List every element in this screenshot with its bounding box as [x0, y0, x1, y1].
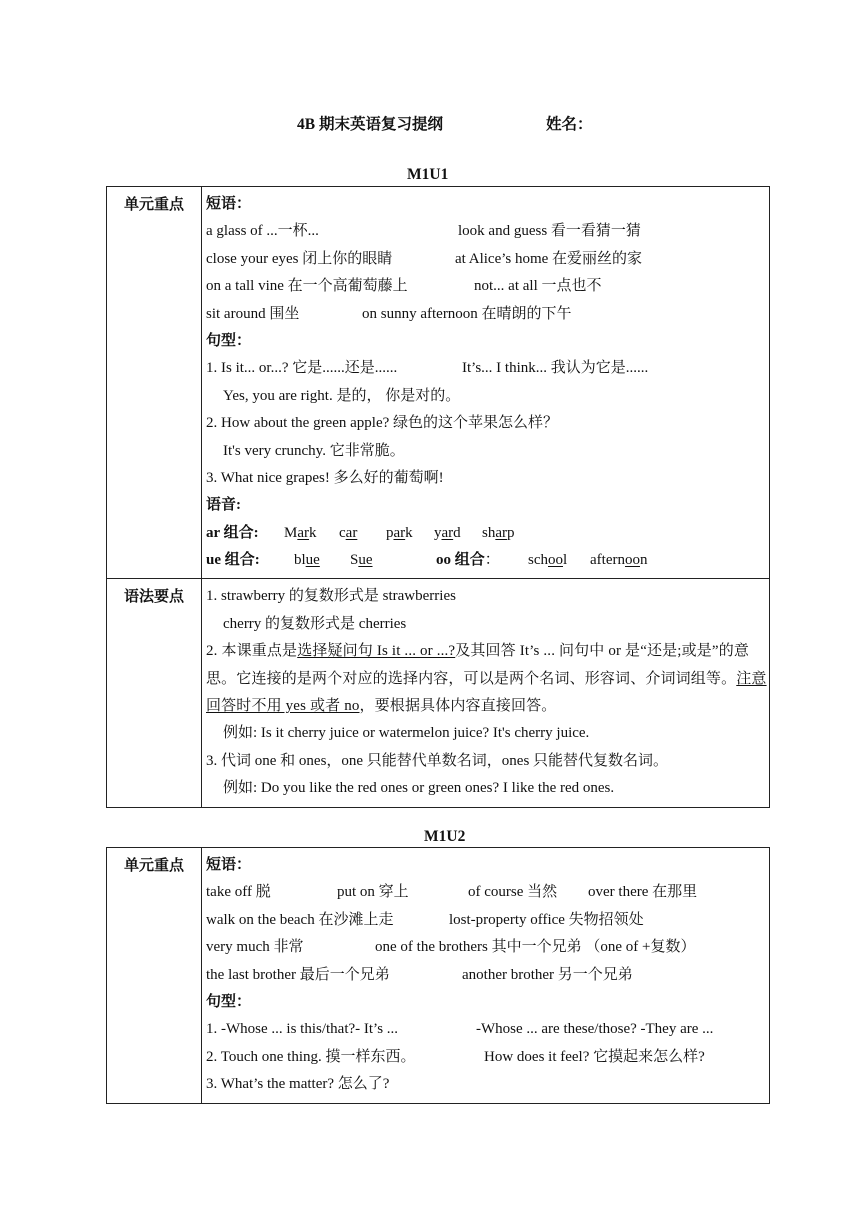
sentences-heading: 句型： [206, 993, 252, 1010]
sentence: 1. -Whose ... is this/that?- It’s ... [206, 1021, 399, 1038]
phrase: look and guess 看一看猜一猜 [458, 223, 641, 240]
phrase-line [206, 246, 767, 273]
phrase: close your eyes 闭上你的眼睛 [206, 250, 393, 267]
phrase-line [206, 218, 767, 245]
phonics-word: yard [434, 524, 461, 541]
phrase: sit around 围坐 [206, 305, 300, 322]
phrase-line [206, 273, 767, 300]
sentence-line: 2. How about the green apple? 绿色的这个苹果怎么样？ [206, 415, 559, 432]
phonics-word: Sue [350, 552, 373, 569]
m1u2-key-content [202, 848, 770, 1104]
phonics-label: oo 组合： [436, 552, 500, 569]
sentence-line: It's very crunchy. 它非常脆。 [223, 442, 405, 459]
sentence: It’s... I think... 我认为它是...... [462, 360, 649, 377]
phonics-ar-line [206, 520, 767, 547]
phrases-heading: 短语： [206, 196, 252, 212]
phrase: over there 在那里 [588, 884, 698, 901]
phrase: put on 穿上 [337, 884, 409, 901]
sentence: -Whose ... are these/those? -They are ... [476, 1021, 714, 1038]
m1u1-key-label: 单元重点 [107, 187, 202, 579]
sentence-line [206, 1016, 767, 1043]
phrase: another brother 另一个兄弟 [462, 966, 633, 983]
m1u2-key-label: 单元重点 [107, 848, 202, 1104]
phrase: of course 当然 [468, 884, 558, 901]
phrases-heading: 短语： [206, 857, 252, 873]
phonics-word: afternoon [590, 552, 648, 569]
m1u1-grammar-row [107, 579, 770, 807]
grammar-paragraph: 2. 本课重点是选择疑问句 Is it ... or ...?及其回答 It’s ... 问句中 or 是“还是;或是”的意思。它连接的是两个对应的选择内容，可以是两个名词、形容词、介词词组等。注意回答时不用 yes 或者 no，要根据具体内容直接回答。 [206, 643, 767, 715]
phonics-word: Mark [284, 524, 317, 541]
phrase: at Alice’s home 在爱丽丝的家 [455, 250, 643, 267]
grammar-line: 1. strawberry 的复数形式是 strawberries [206, 588, 456, 605]
phonics-word: sharp [482, 524, 515, 541]
sentence: 2. Touch one thing. 摸一样东西。 [206, 1048, 416, 1065]
phrase: one of the brothers 其中一个兄弟 （one of +复数） [375, 939, 696, 956]
sentence: How does it feel? 它摸起来怎么样? [484, 1048, 705, 1065]
phrase-line [206, 907, 767, 934]
name-label: 姓名： [546, 116, 593, 133]
phrase: not... at all 一点也不 [474, 278, 602, 295]
phrase: walk on the beach 在沙滩上走 [206, 911, 394, 928]
phrase: very much 非常 [206, 939, 304, 956]
document-title: 4B 期末英语复习提纲 [297, 116, 443, 133]
m1u1-grammar-content [202, 579, 770, 807]
phrase: lost-property office 失物招领处 [449, 911, 644, 928]
phrase: the last brother 最后一个兄弟 [206, 966, 390, 983]
phrase-line [206, 934, 767, 961]
phrase: on a tall vine 在一个高葡萄藤上 [206, 278, 408, 295]
phonics-word: park [386, 524, 413, 541]
phrase: a glass of ...一杯... [206, 223, 319, 240]
sentence-line [206, 1044, 767, 1071]
m1u1-key-row [107, 187, 770, 579]
phonics-heading: 语音: [206, 497, 241, 514]
grammar-example: 例如: Do you like the red ones or green ones? I like the red ones. [223, 780, 615, 797]
phonics-label: ue 组合: [206, 552, 260, 569]
phrase: take off 脱 [206, 884, 271, 901]
m1u2-key-row [107, 848, 770, 1104]
grammar-line: 3. 代词 one 和 ones，one 只能替代单数名词，ones 只能替代复数名词。 [206, 752, 669, 769]
grammar-line: cherry 的复数形式是 cherries [223, 615, 407, 632]
phrase: on sunny afternoon 在晴朗的下午 [362, 305, 572, 322]
phonics-word: blue [294, 552, 320, 569]
phonics-word: school [528, 552, 568, 569]
sentence-line [206, 355, 767, 382]
sentence: 1. Is it... or...? 它是......还是...... [206, 360, 398, 377]
phrase-line [206, 301, 767, 328]
phrase-line [206, 879, 767, 906]
unit-title-text: M1U2 [424, 828, 466, 845]
phonics-word: car [339, 524, 358, 541]
sentences-heading: 句型： [206, 332, 252, 349]
sentence-line: 3. What’s the matter? 怎么了? [206, 1076, 390, 1093]
m1u1-key-content [202, 187, 770, 579]
m1u2-table [106, 847, 770, 1104]
m1u1-grammar-label: 语法要点 [107, 579, 202, 807]
unit-title-text: M1U1 [407, 166, 449, 183]
name-field [546, 112, 593, 134]
m1u1-table [106, 186, 770, 808]
phonics-label: ar 组合: [206, 524, 259, 541]
sentence-line: Yes, you are right. 是的， 你是对的。 [223, 387, 461, 404]
sentence-line: 3. What nice grapes! 多么好的葡萄啊! [206, 469, 444, 486]
grammar-example: 例如: Is it cherry juice or watermelon juice? It's cherry juice. [223, 725, 590, 742]
phrase-line [206, 962, 767, 989]
phonics-ue-oo-line [206, 547, 767, 574]
